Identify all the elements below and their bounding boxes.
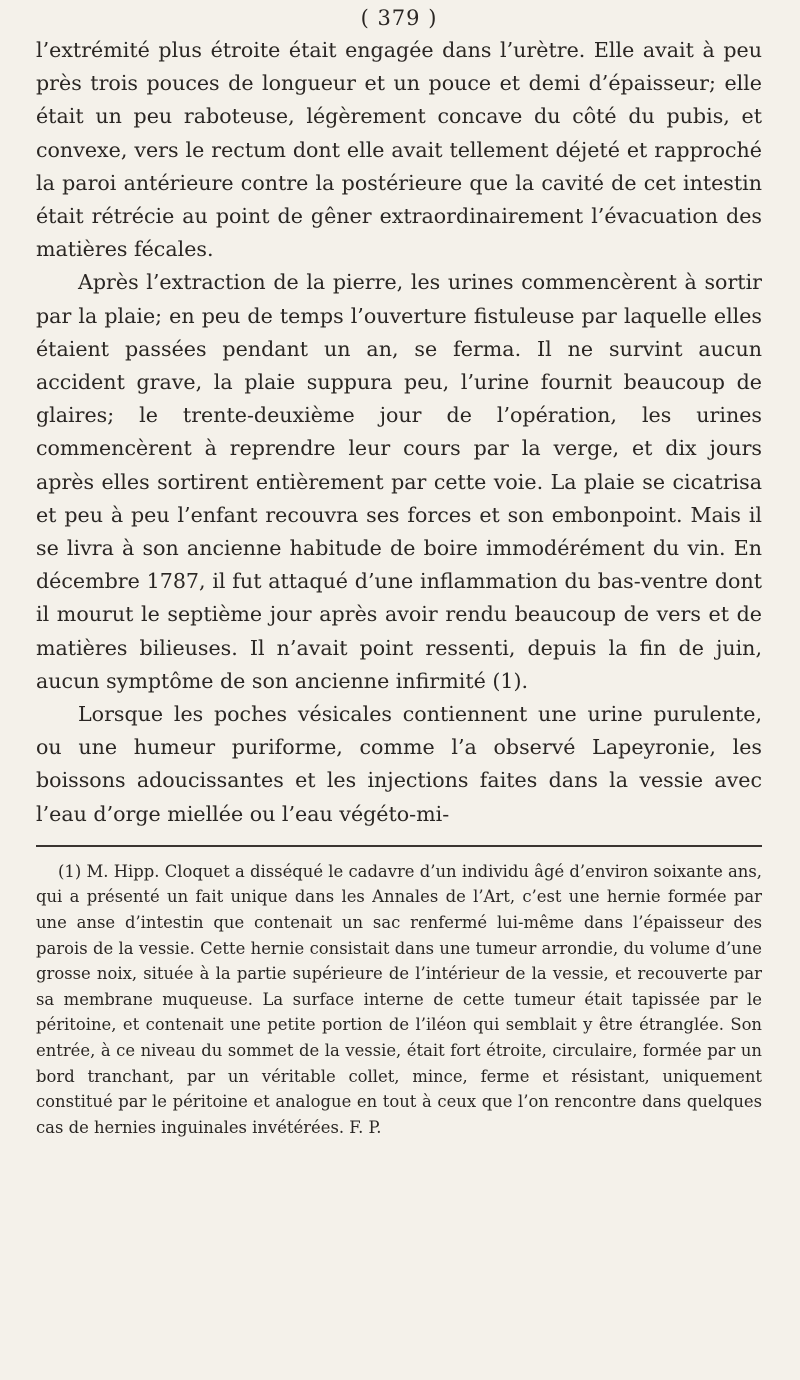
footnote-separator <box>36 845 762 847</box>
page-number: ( 379 ) <box>360 6 438 30</box>
footnote <box>36 859 762 1141</box>
footnote-text: (1) M. Hipp. Cloquet a disséqué le cadavre d’un individu âgé d’environ soixante ans, qui a présenté un fait unique dans les Annales de l’Art, c’est une hernie formée par une anse d’intestin que contenait un sac renfermé lui-même dans l’épaisseur des parois de la vessie. Cette hernie consistait dans une tumeur arrondie, du volume d’une grosse noix, située à la partie supérieure de l’intérieur de la vessie, et recouverte par sa membrane muqueuse. La surface interne de cette tumeur était tapissée par le péritoine, et contenait une petite portion de l’iléon qui semblait y être étranglée. Son entrée, à ce niveau du sommet de la vessie, était fort étroite, circulaire, formée par un bord tranchant, par un véritable collet, mince, ferme et résistant, uniquement constitué par le péritoine et analogue en tout à ceux que l’on rencontre dans quelques cas de hernies inguinales invétérées. F. P. <box>36 861 762 1137</box>
main-text <box>36 34 762 831</box>
paragraph-vesical-pouches: Lorsque les poches vésicales contiennent une urine purulente, ou une humeur puriforme, comme l’a observé Lapeyronie, les boissons adoucissantes et les injections faites dans la vessie avec l’eau d’orge miellée ou l’eau végéto-mi- <box>36 702 762 826</box>
paragraph-continuation: l’extrémité plus étroite était engagée dans l’urètre. Elle avait à peu près trois pouces de longueur et un pouce et demi d’épaisseur; elle était un peu raboteuse, légèrement concave du côté du pubis, et convexe, vers le rectum dont elle avait tellement déjeté et rapproché la paroi antérieure contre la postérieure que la cavité de cet intestin était rétrécie au point de gêner extraordinairement l’évacuation des matières fécales. <box>36 38 762 262</box>
paragraph-stone-extraction: Après l’extraction de la pierre, les urines commencèrent à sortir par la plaie; en peu de temps l’ouverture fistuleuse par laquelle elles étaient passées pendant un an, se ferma. Il ne survint aucun accident grave, la plaie suppura peu, l’urine fournit beaucoup de glaires; le trente-deuxième jour de l’opération, les urines commencèrent à reprendre leur cours par la verge, et dix jours après elles sortirent entièrement par cette voie. La plaie se cicatrisa et peu à peu l’enfant recouvra ses forces et son embonpoint. Mais il se livra à son ancienne habitude de boire immodérément du vin. En décembre 1787, il fut attaqué d’une inflammation du bas-ventre dont il mourut le septième jour après avoir rendu beaucoup de vers et de matières bilieuses. Il n’avait point ressenti, depuis la fin de juin, aucun symptôme de son ancienne infirmité (1). <box>36 270 762 693</box>
